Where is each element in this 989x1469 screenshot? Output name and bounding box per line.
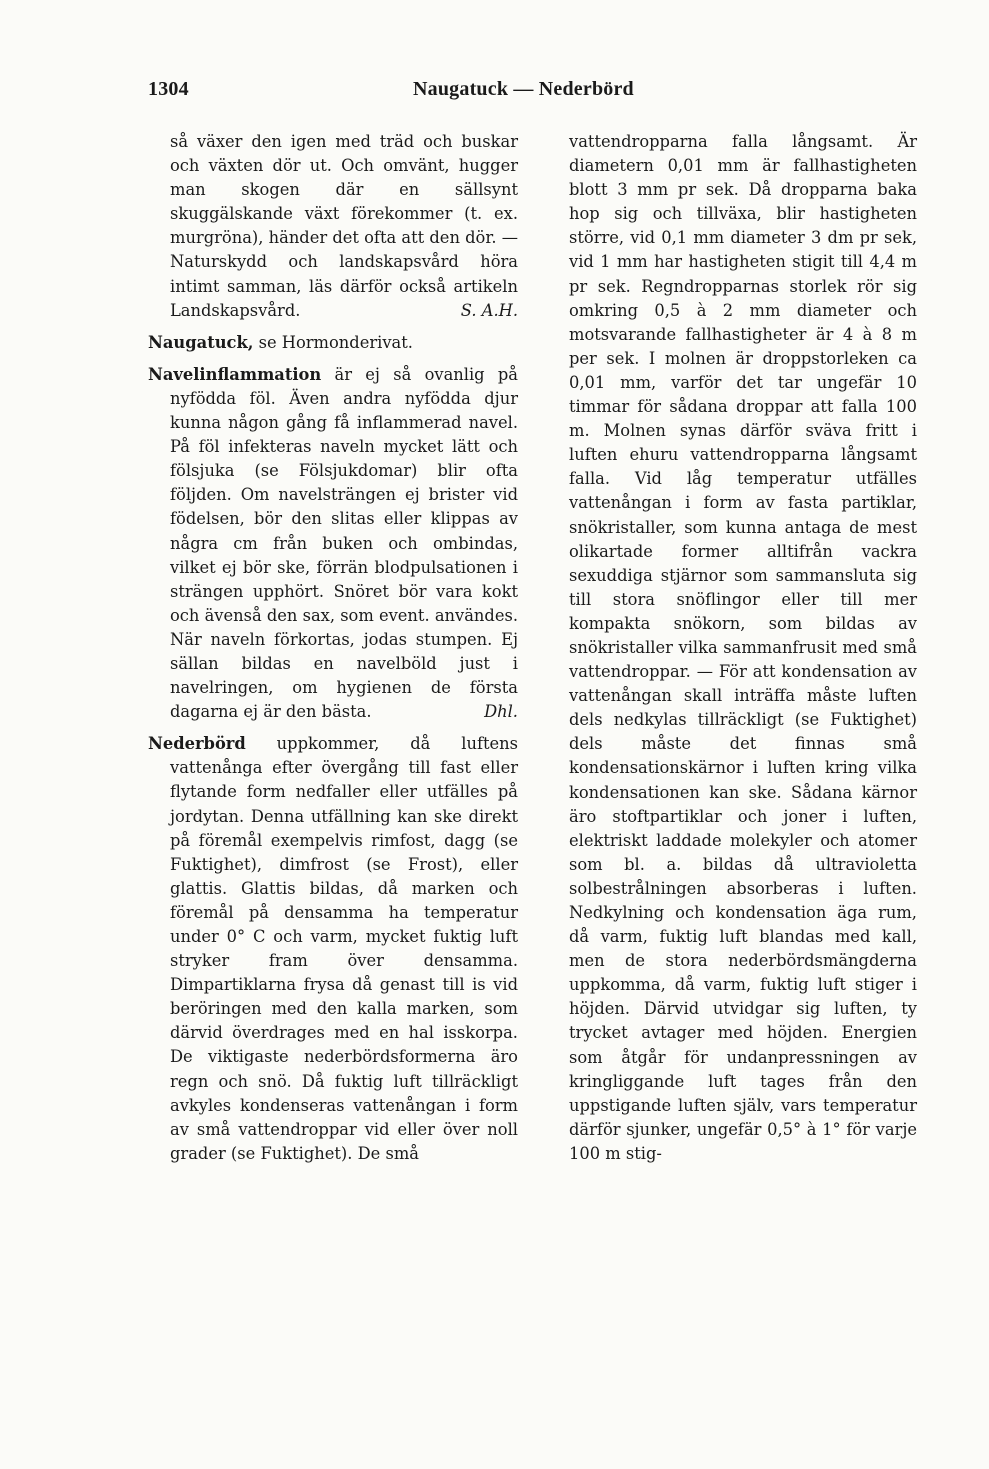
entry-text: se Hormonderivat.	[253, 332, 413, 352]
entry-naugatuck	[148, 331, 518, 355]
right-column	[569, 130, 917, 1166]
entry-navelinflammation	[148, 363, 518, 724]
left-column	[148, 130, 518, 1166]
entry-text: är ej så ovanlig på nyfödda föl. Även andra nyfödda djur kunna någon gång få inflammerad navel. På föl infekteras naveln mycket lätt och fölsjuka (se Fölsjukdomar) blir ofta följden. Om navelsträngen ej brister vid födelsen, bör den slitas eller klippas av några cm från buken och ombindas, vilket ej bör ske, förrän blodpulsationen i strängen upphört. Snöret bör vara kokt och ävenså den sax, som event. användes. När naveln förkortas, jodas stumpen. Ej sällan bildas en navelböld just i navelringen, om hygienen de första dagarna ej är den bästa.	[170, 364, 518, 722]
author-signature: S. A.H.	[460, 300, 518, 320]
page-header	[148, 78, 928, 108]
continuation-text: så växer den igen med träd och buskar och växten dör ut. Och omvänt, hugger man skogen där en sällsynt skuggälskande växt förekommer (t. ex. murgröna), händer det ofta att den dör. — Naturskydd och landskapsvård höra intimt samman, läs därför också artikeln Landskapsvård.	[170, 132, 518, 320]
entry-text: uppkommer, då luftens vattenånga efter övergång till fast eller flytande form nedfaller eller utfälles på jordytan. Denna utfällning kan ske direkt på föremål exempelvis rimfost, dagg (se Fuktighet), dimfrost (se Frost), eller glattis. Glattis bildas, då marken och föremål på densamma ha temperatur under 0° C och varm, mycket fuktig luft stryker fram över densamma. Dimpartiklarna frysa då genast till is vid beröringen med den kalla marken, som därvid överdrages med en hal isskorpa. De viktigaste nederbördsformerna äro regn och snö. Då fuktig luft tillräckligt avkyles kondenseras vattenångan i form av små vattendroppar vid eller över noll grader (se Fuktighet). De små	[170, 734, 518, 1163]
continued-paragraph: vattendropparna falla långsamt. Är diametern 0,01 mm är fallhastigheten blott 3 mm pr sek. Då dropparna baka hop sig och tillväxa, blir hastigheten större, vid 0,1 mm diameter 3 dm pr sek, vid 1 mm har hastigheten stigit till 4,4 m pr sek. Regndropparnas storlek rör sig omkring 0,5 à 2 mm diameter och motsvarande fallhastigheter är 4 à 8 m per sek. I molnen är droppstorleken ca 0,01 mm, varför det tar ungefär 10 timmar för sådana droppar att falla 100 m. Molnen synas därför sväva fritt i luften ehuru vattendropparna långsamt falla. Vid låg temperatur utfälles vattenångan i form av fasta partiklar, snökristaller, som kunna antaga de mest olikartade former alltifrån vackra sexuddiga stjärnor som sammansluta sig till stora snöflingor eller till mer kompakta snökorn, som bildas av snökristaller vilka sammanfrusit med små vattendroppar. — För att kondensation av vattenångan skall inträffa måste luften dels nedkylas tillräckligt (se Fuktighet) dels måste det finnas små kondensationskärnor i luften kring vilka kondensationen kan ske. Sådana kärnor äro stoftpartiklar och joner i luften, elektriskt laddade molekyler och atomer som bl. a. bildas då ultravioletta solbestrålningen absorberas i luften. Nedkylning och kondensation äga rum, då varm, fuktig luft blandas med kall, men de stora nederbördsmängderna uppkomma, då varm, fuktig luft stiger i höjden. Därvid utvidgar sig luften, ty trycket avtager med höjden. Energien som åtgår för undanpressningen av kringliggande luft tages från den uppstigande luften själv, vars temperatur därför sjunker, ungefär 0,5° à 1° för varje 100 m stig-	[569, 132, 917, 1163]
page-number: 1304	[148, 78, 189, 100]
continuation-paragraph	[148, 130, 518, 323]
headword: Navelinflammation	[148, 364, 322, 384]
headword: Nederbörd	[148, 734, 246, 754]
headword: Naugatuck,	[148, 332, 254, 352]
entry-nederbord	[148, 732, 518, 1166]
running-head: Naugatuck — Nederbörd	[413, 78, 634, 100]
author-signature: Dhl.	[484, 702, 518, 722]
